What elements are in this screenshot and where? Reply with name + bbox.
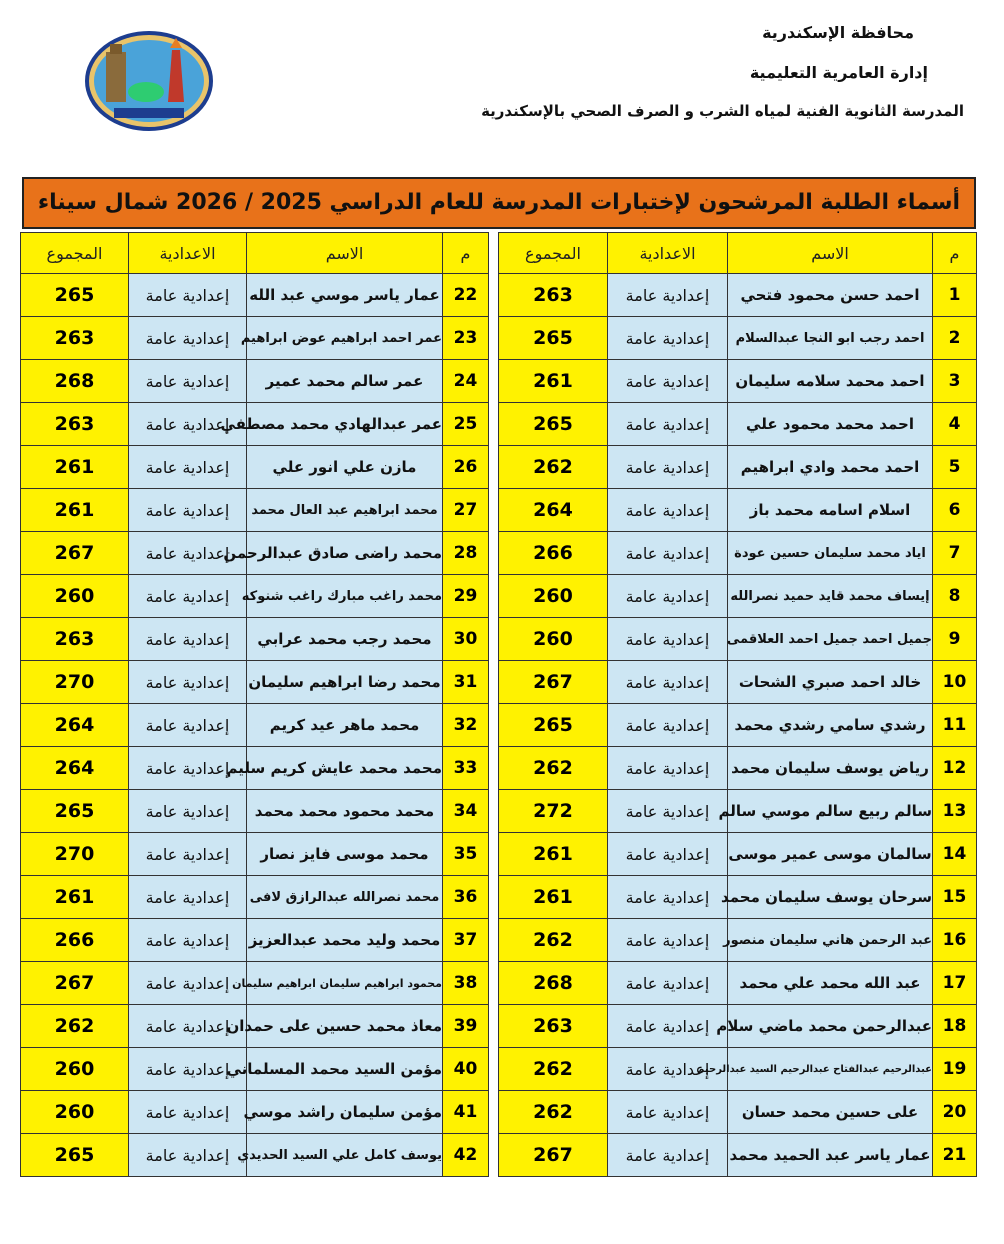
student-number: 27 [443,489,489,532]
student-number: 2 [933,317,977,360]
student-name: احمد حسن محمود فتحي [728,274,933,317]
col-header-num: م [933,233,977,274]
table-row [21,489,489,532]
student-number: 32 [443,704,489,747]
student-number: 26 [443,446,489,489]
student-name: رشدي سامي رشدي محمد [728,704,933,747]
student-total: 260 [499,618,608,661]
student-school: إعدادية عامة [608,1134,728,1177]
student-school: إعدادية عامة [608,618,728,661]
student-school: إعدادية عامة [129,489,247,532]
student-name: محمد راغب مبارك راغب شنوكه [247,575,443,618]
table-row [499,1005,977,1048]
table-row [499,1134,977,1177]
student-school: إعدادية عامة [608,661,728,704]
student-name: خالد احمد صبري الشحات [728,661,933,704]
student-number: 18 [933,1005,977,1048]
student-school: إعدادية عامة [608,403,728,446]
table-row [499,317,977,360]
student-name: احمد رجب ابو النجا عبدالسلام [728,317,933,360]
student-name: محمد محمد عايش كريم سليم [247,747,443,790]
student-name: عمار ياسر عبد الحميد محمد [728,1134,933,1177]
student-number: 4 [933,403,977,446]
student-school: إعدادية عامة [129,403,247,446]
student-number: 13 [933,790,977,833]
student-name: مؤمن السيد محمد المسلماني [247,1048,443,1091]
student-total: 260 [21,575,129,618]
student-number: 11 [933,704,977,747]
student-school: إعدادية عامة [129,704,247,747]
students-table-left [20,232,489,1177]
student-total: 261 [499,360,608,403]
student-school: إعدادية عامة [129,833,247,876]
table-row [21,403,489,446]
table-row [499,876,977,919]
table-row [21,1091,489,1134]
student-total: 265 [21,790,129,833]
student-total: 265 [499,317,608,360]
student-name: مازن علي انور علي [247,446,443,489]
student-name: محمد رجب محمد عرابي [247,618,443,661]
student-number: 3 [933,360,977,403]
student-total: 263 [499,274,608,317]
student-school: إعدادية عامة [608,1048,728,1091]
student-school: إعدادية عامة [608,962,728,1005]
student-name: على حسين محمد حسان [728,1091,933,1134]
student-total: 270 [21,833,129,876]
student-name: معاذ محمد حسين على حمدان [247,1005,443,1048]
student-total: 264 [21,747,129,790]
student-name: محمد نصرالله عبدالرازق لافى [247,876,443,919]
student-name: يوسف كامل علي السيد الحديدي [247,1134,443,1177]
student-total: 262 [499,747,608,790]
student-number: 12 [933,747,977,790]
student-name: محمد محمود محمد محمد [247,790,443,833]
table-row [21,1048,489,1091]
student-total: 267 [21,532,129,575]
table-row [21,833,489,876]
student-number: 31 [443,661,489,704]
student-school: إعدادية عامة [608,489,728,532]
student-total: 272 [499,790,608,833]
student-number: 16 [933,919,977,962]
student-name: اسلام اسامه محمد باز [728,489,933,532]
school-header [481,22,964,122]
student-total: 261 [21,489,129,532]
table-row [21,532,489,575]
student-school: إعدادية عامة [608,360,728,403]
student-total: 260 [499,575,608,618]
student-total: 268 [499,962,608,1005]
governorate-label: محافظة الإسكندرية [762,23,914,42]
student-number: 1 [933,274,977,317]
student-total: 268 [21,360,129,403]
student-number: 19 [933,1048,977,1091]
student-total: 261 [499,876,608,919]
student-school: إعدادية عامة [129,618,247,661]
col-header-school: الاعدادية [129,233,247,274]
student-total: 260 [21,1048,129,1091]
table-row [499,1048,977,1091]
student-school: إعدادية عامة [608,919,728,962]
student-school: إعدادية عامة [608,1091,728,1134]
student-school: إعدادية عامة [129,1091,247,1134]
student-number: 7 [933,532,977,575]
student-number: 22 [443,274,489,317]
student-total: 265 [21,274,129,317]
student-name: محمد ابراهيم عبد العال محمد [247,489,443,532]
student-number: 20 [933,1091,977,1134]
student-total: 261 [21,446,129,489]
student-number: 14 [933,833,977,876]
student-name: احمد محمد سلامه سليمان [728,360,933,403]
student-name: إيساف محمد قايد حميد نصرالله [728,575,933,618]
student-total: 263 [499,1005,608,1048]
table-row [499,446,977,489]
col-header-name: الاسم [728,233,933,274]
student-total: 262 [21,1005,129,1048]
student-total: 265 [499,403,608,446]
student-name: احمد محمد محمود علي [728,403,933,446]
student-number: 8 [933,575,977,618]
table-row [21,446,489,489]
student-number: 36 [443,876,489,919]
table-row [499,962,977,1005]
table-row [499,1091,977,1134]
student-number: 39 [443,1005,489,1048]
student-name: محمد موسى فايز نصار [247,833,443,876]
student-number: 37 [443,919,489,962]
student-number: 15 [933,876,977,919]
student-total: 262 [499,1048,608,1091]
student-number: 41 [443,1091,489,1134]
school-logo [84,30,214,132]
table-row [21,704,489,747]
student-school: إعدادية عامة [129,661,247,704]
student-name: سالم ربيع سالم موسي سالم [728,790,933,833]
table-row [499,790,977,833]
student-number: 29 [443,575,489,618]
student-school: إعدادية عامة [129,274,247,317]
student-number: 6 [933,489,977,532]
student-name: محمد وليد محمد عبدالعزيز [247,919,443,962]
student-school: إعدادية عامة [608,704,728,747]
table-row [21,618,489,661]
table-row [21,876,489,919]
student-school: إعدادية عامة [129,962,247,1005]
student-name: عبدالرحيم عبدالفتاح عبدالرحيم السيد عبدالرحيم [728,1048,933,1091]
student-school: إعدادية عامة [129,360,247,403]
student-school: إعدادية عامة [608,876,728,919]
student-name: عبد الرحمن هاني سليمان منصور [728,919,933,962]
student-school: إعدادية عامة [129,790,247,833]
student-number: 17 [933,962,977,1005]
student-school: إعدادية عامة [608,446,728,489]
table-row [499,360,977,403]
student-name: محمد رضا ابراهيم سليمان [247,661,443,704]
student-name: عمر سالم محمد عمير [247,360,443,403]
student-school: إعدادية عامة [129,317,247,360]
table-row [499,575,977,618]
student-total: 263 [21,317,129,360]
table-header-row [499,233,977,274]
student-name: محمد راضى صادق عبدالرحمن [247,532,443,575]
col-header-num: م [443,233,489,274]
student-name: احمد محمد وادي ابراهيم [728,446,933,489]
student-school: إعدادية عامة [608,1005,728,1048]
students-table-right [498,232,977,1177]
student-school: إعدادية عامة [608,317,728,360]
student-school: إعدادية عامة [129,1134,247,1177]
student-name: جميل احمد جميل احمد العلاقمى [728,618,933,661]
student-number: 9 [933,618,977,661]
student-total: 265 [21,1134,129,1177]
page-title: أسماء الطلبة المرشحون لإختبارات المدرسة للعام الدراسي 2025 / 2026 شمال سيناء [22,177,976,229]
table-row [499,274,977,317]
student-total: 264 [499,489,608,532]
student-total: 263 [21,403,129,446]
table-row [499,661,977,704]
student-school: إعدادية عامة [608,575,728,618]
student-number: 40 [443,1048,489,1091]
student-number: 23 [443,317,489,360]
student-total: 262 [499,1091,608,1134]
student-school: إعدادية عامة [608,274,728,317]
table-row [499,747,977,790]
table-row [21,661,489,704]
student-school: إعدادية عامة [129,446,247,489]
student-school: إعدادية عامة [129,747,247,790]
student-school: إعدادية عامة [608,747,728,790]
table-row [21,1134,489,1177]
student-total: 262 [499,446,608,489]
student-name: عبدالرحمن محمد ماضي سلام [728,1005,933,1048]
student-total: 267 [499,661,608,704]
student-total: 264 [21,704,129,747]
student-total: 266 [499,532,608,575]
col-header-name: الاسم [247,233,443,274]
student-school: إعدادية عامة [129,1005,247,1048]
student-number: 24 [443,360,489,403]
student-number: 25 [443,403,489,446]
student-total: 267 [499,1134,608,1177]
table-row [21,962,489,1005]
student-name: عمار ياسر موسي عبد الله [247,274,443,317]
table-row [21,575,489,618]
student-name: محمود ابراهيم سليمان ابراهيم سليمان [247,962,443,1005]
table-row [499,532,977,575]
student-total: 262 [499,919,608,962]
student-number: 42 [443,1134,489,1177]
table-header-row [21,233,489,274]
student-school: إعدادية عامة [129,919,247,962]
table-row [21,317,489,360]
student-number: 35 [443,833,489,876]
table-row [21,790,489,833]
student-total: 267 [21,962,129,1005]
student-name: محمد ماهر عيد كريم [247,704,443,747]
table-row [499,489,977,532]
student-name: عبد الله محمد علي محمد [728,962,933,1005]
col-header-total: المجموع [499,233,608,274]
student-total: 266 [21,919,129,962]
student-total: 265 [499,704,608,747]
table-row [21,919,489,962]
table-row [21,274,489,317]
table-row [21,360,489,403]
student-school: إعدادية عامة [129,876,247,919]
student-name: رياض يوسف سليمان محمد [728,747,933,790]
student-school: إعدادية عامة [608,790,728,833]
student-name: سالمان موسى عمير موسى [728,833,933,876]
student-number: 30 [443,618,489,661]
table-row [499,403,977,446]
table-row [21,1005,489,1048]
student-school: إعدادية عامة [129,575,247,618]
administration-label: إدارة العامرية التعليمية [749,63,928,82]
student-number: 33 [443,747,489,790]
student-total: 263 [21,618,129,661]
student-name: سرحان يوسف سليمان محمد [728,876,933,919]
col-header-school: الاعدادية [608,233,728,274]
table-row [499,919,977,962]
student-number: 28 [443,532,489,575]
table-row [499,833,977,876]
student-school: إعدادية عامة [608,532,728,575]
student-number: 38 [443,962,489,1005]
student-name: اياد محمد سليمان حسين عودة [728,532,933,575]
student-number: 21 [933,1134,977,1177]
student-name: مؤمن سليمان راشد موسي [247,1091,443,1134]
col-header-total: المجموع [21,233,129,274]
table-row [499,704,977,747]
table-row [499,618,977,661]
student-total: 270 [21,661,129,704]
student-name: عمر احمد ابراهيم عوض ابراهيم [247,317,443,360]
student-total: 261 [499,833,608,876]
student-number: 5 [933,446,977,489]
student-total: 260 [21,1091,129,1134]
school-name-label: المدرسة الثانوية الفنية لمياه الشرب و الصرف الصحي بالإسكندرية [481,102,964,120]
student-number: 34 [443,790,489,833]
student-name: عمر عبدالهادي محمد مصطفي [247,403,443,446]
student-school: إعدادية عامة [129,1048,247,1091]
student-total: 261 [21,876,129,919]
student-school: إعدادية عامة [129,532,247,575]
student-school: إعدادية عامة [608,833,728,876]
table-row [21,747,489,790]
student-number: 10 [933,661,977,704]
